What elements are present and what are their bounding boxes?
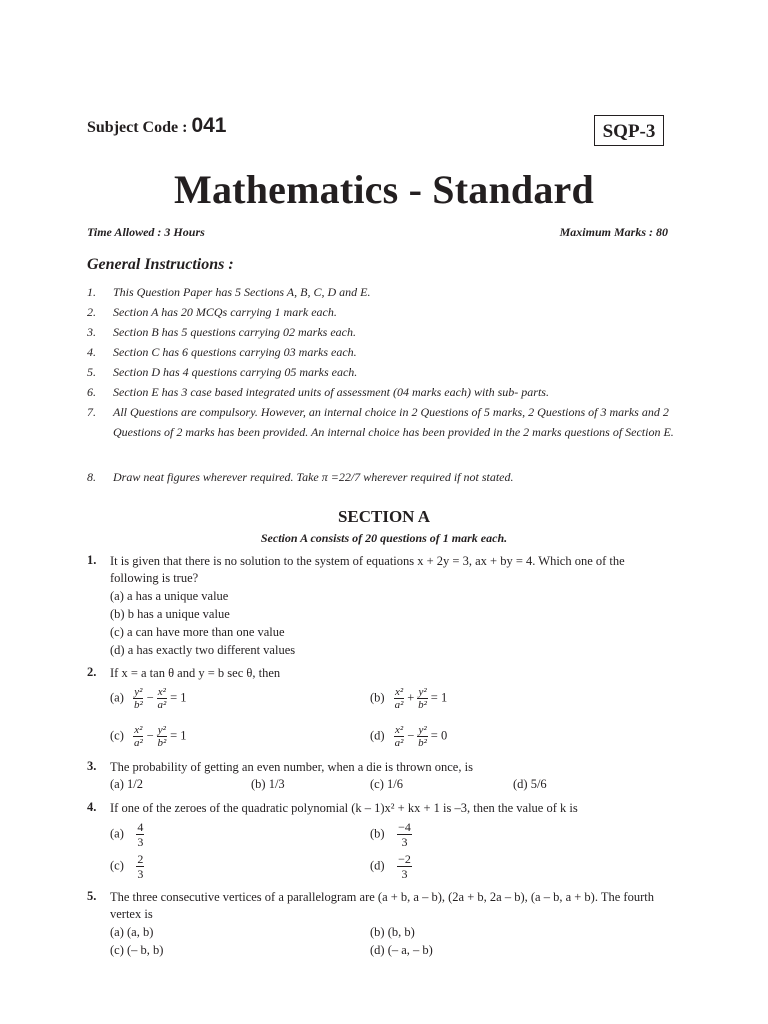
question-number: 3.: [87, 759, 97, 773]
question-text: The three consecutive vertices of a parallelogram are (a + b, a – b), (2a + b, 2a – b), (a – b, a + b). The fourth vertex is: [110, 890, 654, 921]
fraction: [397, 852, 412, 881]
denominator: b²: [133, 699, 143, 711]
option: (a) a has a unique value: [110, 589, 229, 603]
fraction: [417, 724, 427, 749]
option: (b) b has a unique value: [110, 607, 230, 621]
numerator: y²: [418, 686, 427, 698]
question-text: It is given that there is no solution to the system of equations x + 2y = 3, ax + by = 4. Which one of the following is true?: [110, 554, 625, 585]
option: (d) (– a, – b): [370, 943, 433, 957]
question-text: The probability of getting an even number, when a die is thrown once, is: [110, 760, 473, 774]
page-title: Mathematics - Standard: [174, 167, 594, 212]
denominator: 3: [401, 867, 408, 881]
option-fraction: [110, 820, 144, 849]
instruction-text: Section A has 20 MCQs carrying 1 mark each.: [113, 305, 337, 319]
option: (c) (– b, b): [110, 943, 164, 957]
instruction-text: This Question Paper has 5 Sections A, B, C, D and E.: [113, 285, 371, 299]
operator: −: [146, 690, 154, 705]
section-subtitle: Section A consists of 20 questions of 1 mark each.: [260, 531, 508, 545]
option: (b) (b, b): [370, 925, 415, 939]
option: (c) a can have more than one value: [110, 625, 285, 639]
option-label: (b): [370, 826, 385, 841]
instruction-number: 4.: [87, 345, 96, 359]
instruction-text: Section D has 4 questions carrying 05 marks each.: [113, 365, 358, 379]
section-title: SECTION A: [337, 507, 431, 526]
instruction-number: 1.: [87, 285, 96, 299]
operator: +: [407, 690, 415, 705]
denominator: a²: [394, 737, 404, 749]
question-text: If one of the zeroes of the quadratic polynomial (k – 1)x² + kx + 1 is –3, then the value of k is: [110, 801, 578, 815]
numerator: y²: [157, 724, 166, 736]
option: (d) 5/6: [513, 777, 547, 791]
numerator: x²: [157, 686, 166, 698]
equals-value: = 1: [170, 728, 187, 743]
denominator: b²: [418, 737, 427, 749]
option-label: (a): [110, 690, 124, 705]
numerator: y²: [134, 686, 143, 698]
instruction-number: 6.: [87, 385, 96, 399]
question-number: 5.: [87, 889, 97, 903]
fraction: [136, 820, 144, 849]
instruction-number: 8.: [87, 470, 96, 484]
numerator: 4: [137, 820, 144, 834]
fraction: [397, 820, 412, 849]
fraction: [157, 724, 167, 749]
numerator: x²: [134, 724, 143, 736]
numerator: −4: [398, 820, 411, 834]
instruction-number: 2.: [87, 305, 96, 319]
instruction-text: Draw neat figures wherever required. Take π =22/7 wherever required if not stated.: [113, 470, 514, 484]
denominator: a²: [157, 699, 167, 711]
option-formula: [110, 724, 187, 749]
subject-code: [87, 114, 226, 138]
time-allowed: Time Allowed : 3 Hours: [87, 225, 205, 239]
fraction: [133, 724, 143, 749]
option-label: (d): [370, 858, 385, 873]
option-formula: [370, 724, 447, 749]
question-text: If x = a tan θ and y = b sec θ, then: [110, 666, 281, 680]
option: (a) (a, b): [110, 925, 154, 939]
question-number: 2.: [87, 665, 97, 679]
option-label: (c): [110, 728, 124, 743]
option-label: (d): [370, 728, 385, 743]
option-label: (c): [110, 858, 124, 873]
equals-value: = 0: [430, 728, 448, 743]
numerator: y²: [418, 724, 427, 736]
option: (c) 1/6: [370, 777, 403, 791]
option-fraction: [370, 820, 412, 849]
question-number: 4.: [87, 800, 97, 814]
fraction: [394, 724, 404, 749]
instruction-text: Section E has 3 case based integrated units of assessment (04 marks each) with sub- parts.: [113, 385, 549, 399]
fraction: [133, 686, 143, 711]
instruction-number: 5.: [87, 365, 96, 379]
question-number: 1.: [87, 553, 97, 567]
denominator: b²: [157, 737, 167, 749]
fraction: [157, 686, 167, 711]
maximum-marks: Maximum Marks : 80: [559, 225, 668, 239]
option: (b) 1/3: [251, 777, 285, 791]
fraction: [394, 686, 404, 711]
operator: −: [146, 728, 154, 743]
denominator: 3: [137, 835, 144, 849]
numerator: x²: [394, 724, 404, 736]
option-label: (a): [110, 826, 124, 841]
denominator: 3: [137, 867, 144, 881]
instruction-number: 7.: [87, 405, 96, 419]
option-fraction: [110, 852, 144, 881]
option: (d) a has exactly two different values: [110, 643, 296, 657]
numerator: −2: [398, 852, 411, 866]
numerator: 2: [137, 852, 144, 866]
equals-value: = 1: [430, 690, 448, 705]
denominator: a²: [394, 699, 404, 711]
subject-code-value: 041: [191, 114, 227, 137]
subject-code-label: Subject Code :: [87, 119, 188, 136]
option-formula: [370, 686, 447, 711]
instruction-text: All Questions are compulsory. However, an internal choice in 2 Questions of 5 marks, 2 Questions of 3 marks and 2 Questions of 2 marks has been provided. An internal choice has been provided in the 2 marks questions of Section E.: [113, 405, 674, 439]
denominator: 3: [401, 835, 408, 849]
fraction: [417, 686, 427, 711]
option-formula: [110, 686, 187, 711]
instruction-number: 3.: [87, 325, 96, 339]
option-fraction: [370, 852, 412, 881]
fraction: [136, 852, 144, 881]
numerator: x²: [394, 686, 404, 698]
instruction-text: Section B has 5 questions carrying 02 marks each.: [113, 325, 356, 339]
instruction-text: Section C has 6 questions carrying 03 marks each.: [113, 345, 357, 359]
instructions-heading: General Instructions :: [87, 256, 234, 273]
paper-code-box: SQP-3: [594, 115, 664, 146]
option-label: (b): [370, 690, 385, 705]
denominator: b²: [418, 699, 427, 711]
denominator: a²: [133, 737, 143, 749]
option: (a) 1/2: [110, 777, 143, 791]
operator: −: [407, 728, 415, 743]
equals-value: = 1: [170, 690, 187, 705]
